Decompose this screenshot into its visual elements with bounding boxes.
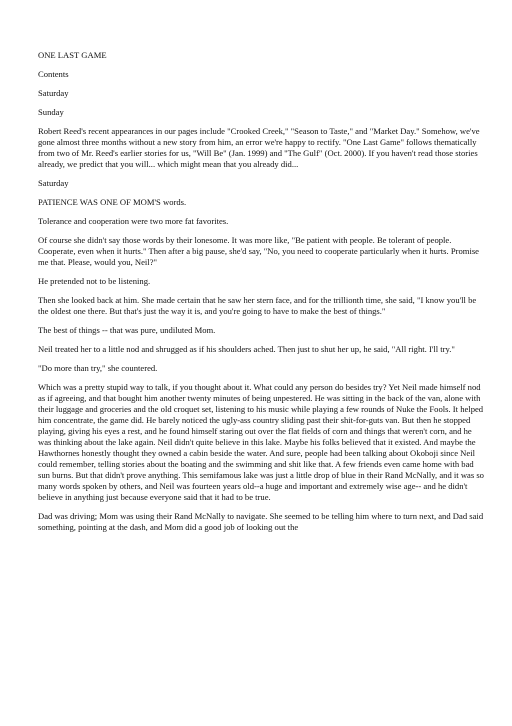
- story-title: ONE LAST GAME: [38, 50, 107, 60]
- contents-label: Contents: [38, 69, 69, 79]
- intro-paragraph: Robert Reed's recent appearances in our pages include "Crooked Creek," "Season to Taste," and "Market Day." Somehow, we've gone almost three months without a new story from him, an error we're happy to rectify. "One Last Game" follows thematically from two of Mr. Reed's earlier stories for us, "Will Be" (Jan. 1999) and "The Gulf" (Oct. 2000). If you haven't read those stories already, we predict that you will... which might mean that you already did...: [38, 126, 480, 169]
- toc-item-saturday[interactable]: Saturday: [38, 88, 69, 98]
- body-paragraph: PATIENCE WAS ONE OF MOM'S words.: [38, 197, 187, 207]
- body-paragraph: Which was a pretty stupid way to talk, if you thought about it. What could any person do besides try? Yet Neil made himself nod as if agreeing, and that bought him another twenty minutes of being unpestered. He was sitting in the back of the van, alone with their luggage and groceries and the old croquet set, listening to his music while playing a few rounds of Nuke the Fools. It helped him concentrate, the game did. He barely noticed the ugly-ass country sliding past their shit-for-guts van. But then he stopped playing, giving his eyes a rest, and he found himself staring out over the flat fields of corn and things that weren't corn, and he was thinking about the lake again. Neil didn't quite believe in this lake. Maybe his folks believed that it existed. And maybe the Hawthornes honestly thought they owned a cabin beside the water. And sure, people had been talking about Okoboji since Neil could remember, telling stories about the boating and the swimming and shit like that. A few friends even came home with bad sun burns. But that didn't prove anything. This semifamous lake was just a little drop of blue in their Rand McNally, and it was so many words spoken by others, and Neil was fourteen years old--a huge and important and extremely wise age-- and he didn't believe in anything just because everyone said that it had to be true.: [38, 382, 484, 502]
- document-page: [38, 50, 484, 541]
- toc-item-sunday[interactable]: Sunday: [38, 107, 64, 117]
- body-paragraph: Then she looked back at him. She made certain that he saw her stern face, and for the trillionth time, she said, "I know you'll be the oldest one there. But that's just the way it is, and you're going to have to make the best of things.": [38, 295, 477, 316]
- body-paragraph: Tolerance and cooperation were two more fat favorites.: [38, 216, 229, 226]
- body-paragraph: "Do more than try," she countered.: [38, 363, 158, 373]
- body-paragraph: Of course she didn't say those words by their lonesome. It was more like, "Be patient with people. Be tolerant of people. Cooperate, even when it hurts." Then after a big pause, she'd say, "No, you need to cooperate particularly when it hurts. Promise me that. Please, would you, Neil?": [38, 235, 479, 267]
- body-paragraph: The best of things -- that was pure, undiluted Mom.: [38, 325, 216, 335]
- body-paragraph: He pretended not to be listening.: [38, 276, 151, 286]
- body-paragraph: Dad was driving; Mom was using their Rand McNally to navigate. She seemed to be telling him where to turn next, and Dad said something, pointing at the dash, and Mom did a good job of looking out the: [38, 511, 484, 532]
- body-paragraph: Neil treated her to a little nod and shrugged as if his shoulders ached. Then just to shut her up, he said, "All right. I'll try.": [38, 344, 455, 354]
- section-heading: Saturday: [38, 178, 69, 188]
